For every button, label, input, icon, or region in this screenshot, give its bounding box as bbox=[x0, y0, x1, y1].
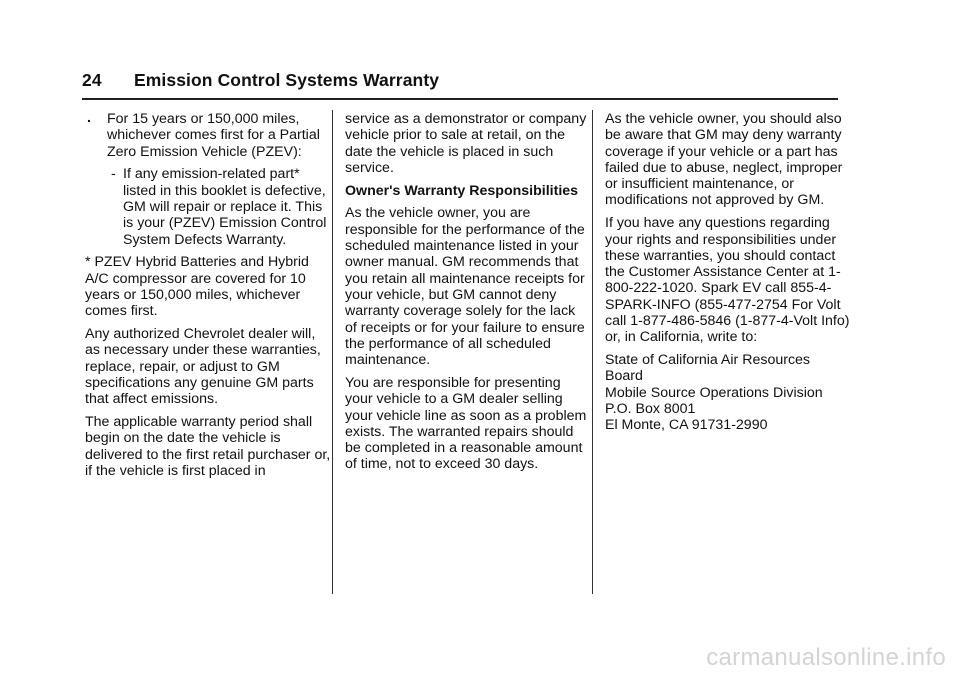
address-line: State of California Air Resources Board bbox=[605, 352, 811, 385]
page-header bbox=[82, 70, 439, 91]
page-title: Emission Control Systems Warranty bbox=[134, 70, 440, 90]
column-divider bbox=[592, 110, 593, 594]
contact-paragraph: If you have any questions regarding your rights and responsibilities under these warranties, you should contact the Customer Assistance Center at 1-800-222-1020. Spark EV call 855-4-SPARK-INFO (855-477-2754 For Volt call 1-877-486-5846 (1-877-4-Volt Info) or, in California, write to: bbox=[605, 215, 850, 346]
deny-coverage-paragraph: As the vehicle owner, you should also be aware that GM may deny warranty coverage if your vehicle or a part has failed due to abuse, neglect, improper or insufficient maintenance, or modifications not approved by GM. bbox=[605, 111, 843, 209]
dash-icon: - bbox=[111, 166, 116, 183]
column-divider bbox=[332, 110, 333, 594]
mailing-address bbox=[605, 352, 851, 433]
bullet-text: For 15 years or 150,000 miles, whichever comes first for a Partial Zero Emission Vehicle (PZEV): bbox=[107, 111, 320, 160]
presenting-vehicle-paragraph: You are responsible for presenting your vehicle to a GM dealer selling your vehicle line as soon as a problem exists. The warranted repairs should be completed in a reasonable amount of time, not to exceed 30 days. bbox=[345, 374, 587, 473]
hybrid-battery-note: * PZEV Hybrid Batteries and Hybrid A/C compressor are covered for 10 years or 150,000 miles, whichever comes first. bbox=[85, 254, 309, 320]
watermark: carmanualsonline.info bbox=[706, 644, 946, 671]
maintenance-paragraph: As the vehicle owner, you are responsible for the performance of the scheduled maintenance listed in your owner manual. GM recommends that you retain all maintenance receipts for your vehicle, but GM cannot deny warranty coverage solely for the lack of receipts or for your failure to ensure the performance of all scheduled maintenance. bbox=[345, 205, 585, 369]
bullet-icon: . bbox=[87, 110, 91, 126]
address-line: El Monte, CA 91731-2990 bbox=[605, 417, 768, 434]
column-3 bbox=[605, 111, 851, 434]
continuation-paragraph: service as a demonstrator or company vehicle prior to sale at retail, on the date the vehicle is placed in such service. bbox=[345, 111, 587, 176]
column-2 bbox=[345, 111, 591, 479]
dealer-repair-paragraph: Any authorized Chevrolet dealer will, as necessary under these warranties, replace, repair, or adjust to GM specifications any genuine GM parts that affect emissions. bbox=[85, 326, 321, 408]
address-line: P.O. Box 8001 bbox=[605, 401, 696, 418]
bullet-item bbox=[85, 111, 331, 160]
dash-text: If any emission-related part* listed in this booklet is defective, GM will repair or replace it. This is your (PZEV) Emission Control System Defects Warranty. bbox=[123, 166, 327, 248]
column-1 bbox=[85, 111, 331, 486]
dash-item bbox=[85, 166, 331, 247]
section-heading: Owner's Warranty Responsibilities bbox=[345, 182, 579, 199]
page-number: 24 bbox=[82, 70, 102, 90]
warranty-period-paragraph: The applicable warranty period shall begin on the date the vehicle is delivered to the first retail purchaser or, if the vehicle is first placed in bbox=[85, 414, 331, 479]
address-line: Mobile Source Operations Division bbox=[605, 384, 823, 401]
header-divider bbox=[82, 98, 838, 100]
